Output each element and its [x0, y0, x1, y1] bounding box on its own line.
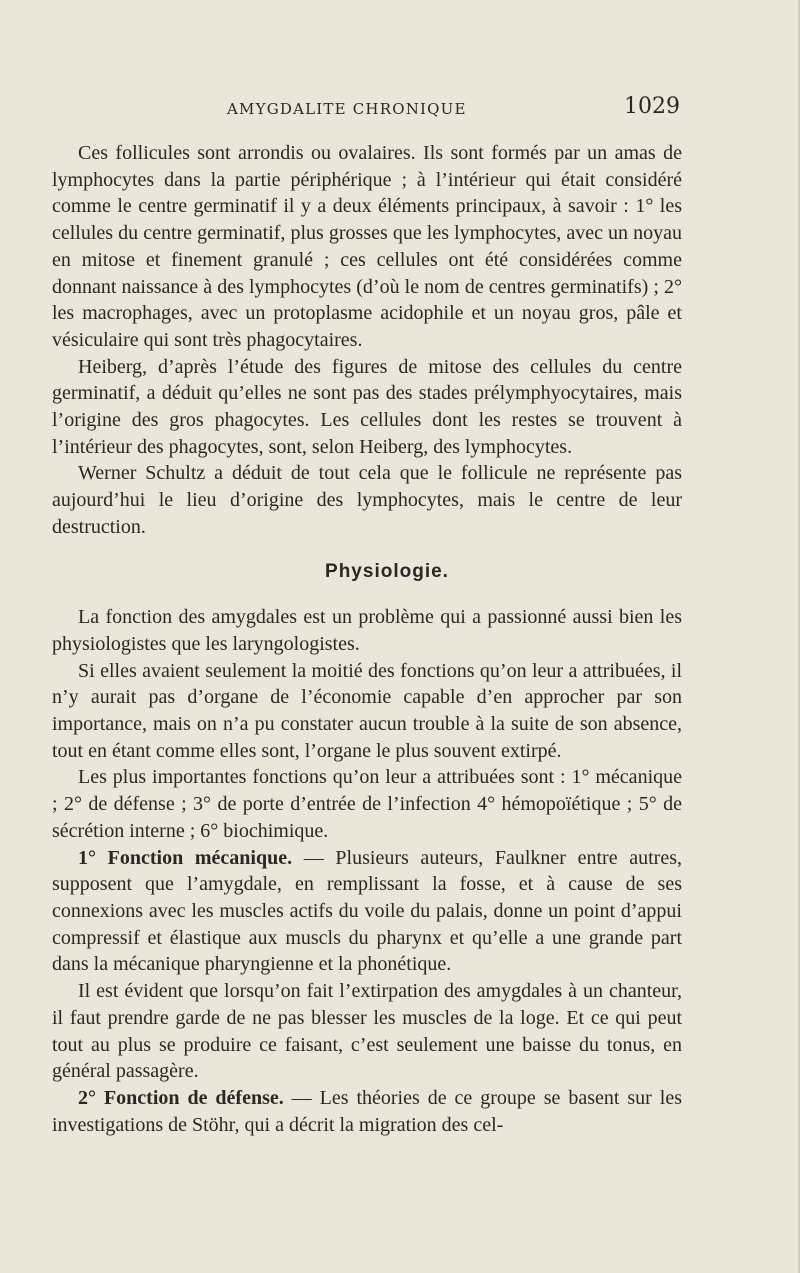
paragraph-fonctions-list: Les plus importantes fonctions qu’on leur a attribuées sont : 1° mécanique ; 2° de défense ; 3° de porte d’entrée de l’infection 4° hémopoïétique ; 5° de sécrétion interne ; 6° biochimique.: [52, 766, 682, 842]
paragraph-heiberg: Heiberg, d’après l’étude des figures de mitose des cellules du centre germinatif, a déduit qu’elles ne sont pas des stades prélymphyocytaires, mais l’origine des gros phagocytes. Les cellules dont les restes se trouvent à l’intérieur des phagocytes, sont, selon Heiberg, des lymphocytes.: [52, 355, 682, 458]
section-heading-physiologie: Physiologie.: [325, 560, 449, 582]
paragraph-moitie-fonctions: Si elles avaient seulement la moitié des fonctions qu’on leur a attribuées, il n’y aurait pas d’organe de l’économie capable d’en approcher par son importance, mais on n’a pu constater aucun trouble à la suite de son absence, tout en étant comme elles sont, l’organe le plus souvent extirpé.: [52, 659, 682, 762]
paragraph-fonction-defense: [52, 1085, 682, 1138]
paragraph-chanteur: Il est évident que lorsqu’on fait l’extirpation des amygdales à un chanteur, il faut prendre garde de ne pas blesser les muscles de la loge. Et ce qui peut tout au plus se produire ce faisant, c’est seulement une baisse du tonus, en général passagère.: [52, 980, 682, 1083]
running-head: [52, 96, 680, 120]
paragraph-fonction-mecanique: [52, 845, 682, 979]
fonction-mecanique-text: — Plusieurs auteurs, Faulkner entre autres, supposent que l’amygdale, en remplissant la fosse, et à cause de ses connexions avec les muscles actifs du voile du palais, donne un point d’appui compressif et élastique aux muscls du pharynx et qu’elle a une grande part dans la mécanique pharyngienne et la phonétique.: [52, 846, 682, 976]
page-number: 1029: [624, 94, 680, 119]
paragraph-follicules: Ces follicules sont arrondis ou ovalaires. Ils sont formés par un amas de lymphocytes dans la partie périphérique ; à l’intérieur qui était considéré comme le centre germinatif il y a deux éléments principaux, à savoir : 1° les cellules du centre germinatif, plus grosses que les lymphocytes, avec un noyau en mitose et finement granulé ; ces cellules ont été considérées comme donnant naissance à des lymphocytes (d’où le nom de centres germinatifs) ; 2° les macrophages, avec un protoplasme acidophile et un noyau gros, pâle et vésiculaire qui sont très phagocytaires.: [52, 142, 682, 351]
paragraph-fonction-amygdales: La fonction des amygdales est un problème qui a passionné aussi bien les physiologistes que les laryngologistes.: [52, 606, 682, 655]
fonction-defense-heading: 2° Fonction de défense.: [78, 1086, 284, 1109]
paragraph-schultz: Werner Schultz a déduit de tout cela que le follicule ne représente pas aujourd’hui le lieu d’origine des lymphocytes, mais le centre de leur destruction.: [52, 462, 682, 538]
fonction-defense-text: — Les théories de ce groupe se basent sur les investigations de Stöhr, qui a décrit la migration des cel-: [52, 1086, 682, 1136]
fonction-mecanique-heading: 1° Fonction mécanique.: [78, 846, 293, 869]
body-text: [52, 140, 682, 1138]
running-title: AMYGDALITE CHRONIQUE: [227, 100, 467, 118]
